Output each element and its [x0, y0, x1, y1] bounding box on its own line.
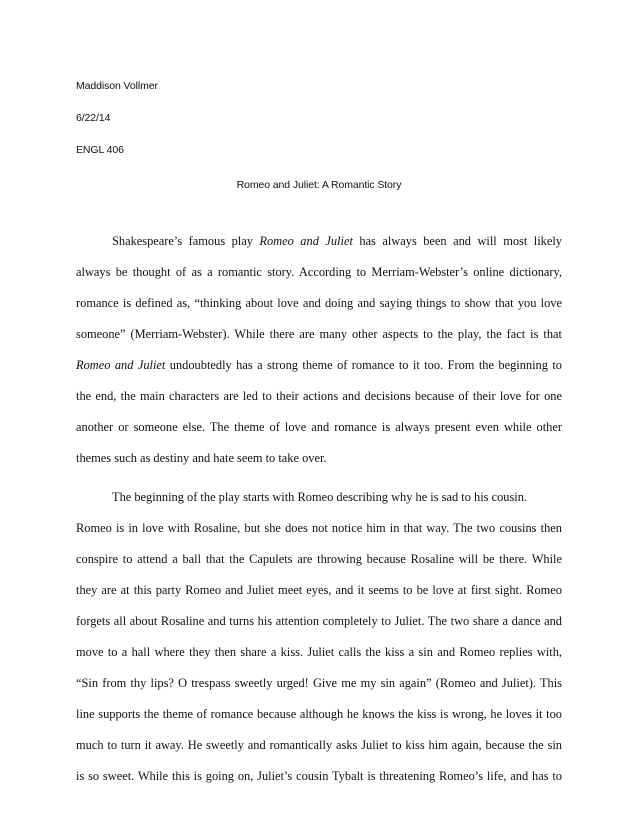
paragraph-1-line-1 [112, 233, 562, 249]
course-code: ENGL 406 [76, 144, 124, 156]
text-run: Shakespeare’s famous play [112, 234, 260, 248]
italic-play-title: Romeo and Juliet [76, 358, 166, 372]
paragraph-1-line-6: the end, the main characters are led to their actions and decisions because of their love for one [76, 389, 562, 403]
paragraph-2-line-9: much to turn it away. He sweetly and romantically asks Juliet to kiss him again, because the sin [76, 738, 562, 752]
author-name: Maddison Vollmer [76, 80, 158, 92]
text-run: undoubtedly has a strong theme of romance to it too. From the beginning to [165, 358, 562, 372]
paragraph-2-line-2: Romeo is in love with Rosaline, but she does not notice him in that way. The two cousins then [76, 521, 562, 535]
paragraph-1-line-8: themes such as destiny and hate seem to take over. [76, 451, 327, 465]
paragraph-1-line-7: another or someone else. The theme of love and romance is always present even while other [76, 420, 562, 434]
paragraph-2-line-5: forgets all about Rosaline and turns his attention completely to Juliet. The two share a dance and [76, 614, 562, 628]
paragraph-2-line-7: “Sin from thy lips? O trespass sweetly urged! Give me my sin again” (Romeo and Juliet). This [76, 676, 562, 690]
essay-date: 6/22/14 [76, 112, 111, 124]
paragraph-1-line-5 [76, 357, 562, 373]
paragraph-2-line-4: they are at this party Romeo and Juliet meet eyes, and it seems to be love at first sight. Romeo [76, 583, 562, 597]
paragraph-2-line-3: conspire to attend a ball that the Capulets are throwing because Rosaline will be there. While [76, 552, 562, 566]
paragraph-1-line-2: always be thought of as a romantic story. According to Merriam-Webster’s online dictionary, [76, 265, 562, 279]
paragraph-1-line-4: someone” (Merriam-Webster). While there are many other aspects to the play, the fact is that [76, 327, 562, 341]
italic-play-title: Romeo and Juliet [259, 234, 353, 248]
text-run: has always been and will most likely [352, 234, 562, 248]
essay-title: Romeo and Juliet: A Romantic Story [236, 179, 402, 191]
paragraph-2-line-8: line supports the theme of romance because although he knows the kiss is wrong, he loves it too [76, 707, 562, 721]
paragraph-1-line-3: romance is defined as, “thinking about love and doing and saying things to show that you love [76, 296, 562, 310]
paragraph-2-line-10: is so sweet. While this is going on, Juliet’s cousin Tybalt is threatening Romeo’s life, and has to [76, 769, 562, 783]
paragraph-2-line-1: The beginning of the play starts with Romeo describing why he is sad to his cousin. [112, 490, 528, 504]
paragraph-2-line-6: move to a hall where they then share a kiss. Juliet calls the kiss a sin and Romeo replies with, [76, 645, 562, 659]
